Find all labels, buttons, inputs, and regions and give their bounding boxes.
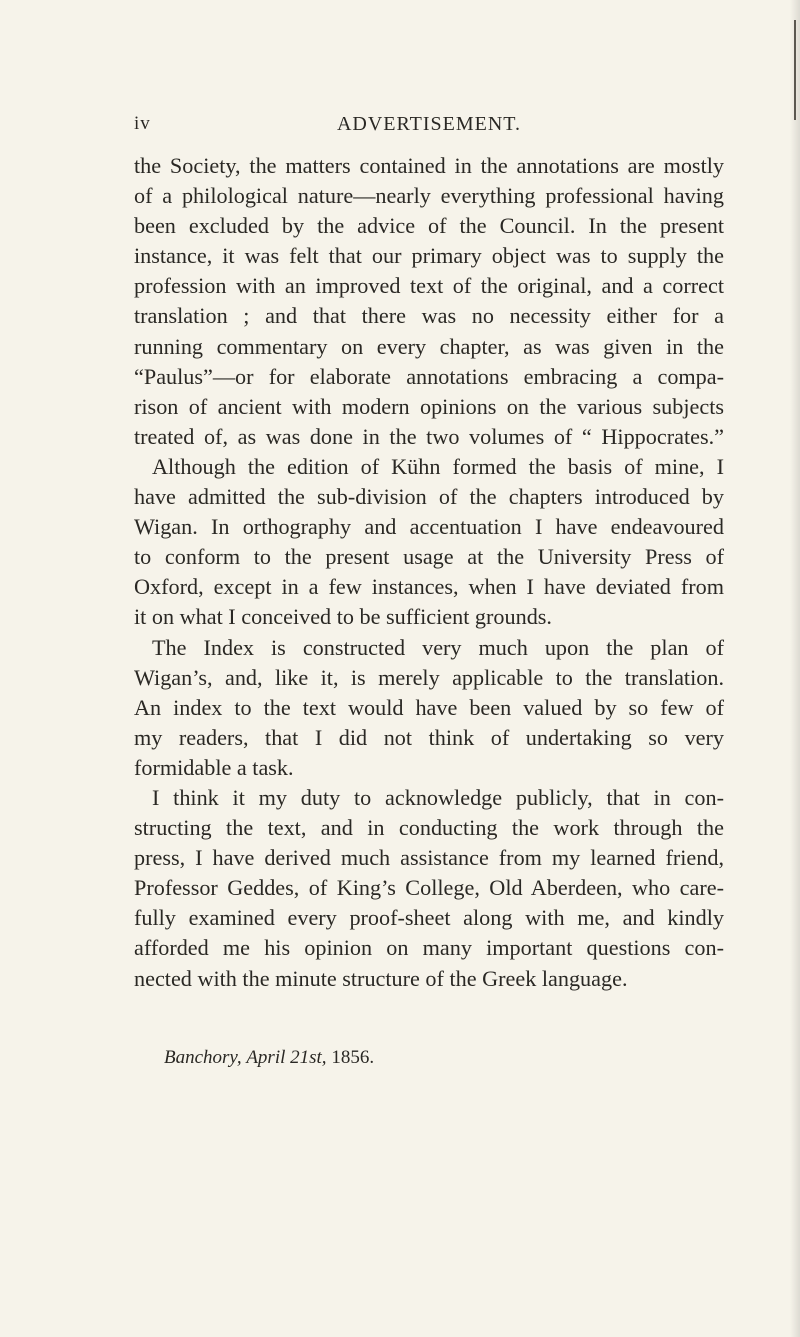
text-line: fully examined every proof-sheet along with me, and kindly (134, 905, 724, 931)
page-number: iv (134, 113, 151, 134)
text-line: structing the text, and in conducting the work through the (134, 815, 724, 841)
text-line: formidable a task. (134, 754, 294, 780)
running-head: ADVERTISEMENT. (336, 113, 522, 135)
text-line: Although the edition of Kühn formed the basis of mine, I (152, 453, 724, 479)
text-line: instance, it was felt that our primary object was to supply the (134, 243, 724, 269)
text-line: Professor Geddes, of King’s College, Old Aberdeen, who care- (134, 875, 724, 901)
text-line: Wigan’s, and, like it, is merely applicable to the translation. (134, 664, 724, 690)
signature-dateline (164, 1047, 374, 1069)
text-line: An index to the text would have been valued by so few of (134, 694, 724, 720)
text-line: I think it my duty to acknowledge publicly, that in con- (152, 784, 724, 810)
text-line: it on what I conceived to be sufficient grounds. (134, 604, 552, 630)
text-line: afforded me his opinion on many important questions con- (134, 935, 724, 961)
text-line: Wigan. In orthography and accentuation I have endeavoured (134, 514, 724, 540)
text-line: running commentary on every chapter, as was given in the (134, 333, 724, 359)
page-header (134, 113, 724, 139)
page-edge-line (794, 20, 796, 120)
text-line: press, I have derived much assistance from my learned friend, (134, 845, 724, 871)
text-line: The Index is constructed very much upon the plan of (152, 634, 724, 660)
text-line: Oxford, except in a few instances, when I have deviated from (134, 574, 724, 600)
text-line: been excluded by the advice of the Council. In the present (134, 213, 724, 239)
text-line: have admitted the sub-division of the chapters introduced by (134, 484, 724, 510)
text-line: nected with the minute structure of the Greek language. (134, 965, 628, 991)
text-line: profession with an improved text of the original, and a correct (134, 273, 724, 299)
signature-year: 1856. (331, 1047, 375, 1068)
text-line: treated of, as was done in the two volumes of “ Hippocrates.” (134, 423, 724, 449)
text-line: to conform to the present usage at the University Press of (134, 544, 724, 570)
signature-date: April 21st, (246, 1047, 327, 1068)
body-text (134, 151, 724, 994)
text-line: “Paulus”—or for elaborate annotations embracing a compa- (134, 363, 724, 389)
text-line: my readers, that I did not think of undertaking so very (134, 724, 724, 750)
signature-place: Banchory, (164, 1047, 242, 1068)
text-line: translation ; and that there was no necessity either for a (134, 303, 724, 329)
text-line: the Society, the matters contained in the annotations are mostly (134, 153, 724, 178)
text-line: of a philological nature—nearly everything professional having (134, 183, 724, 209)
page-edge-shadow (790, 0, 800, 1337)
text-line: rison of ancient with modern opinions on the various subjects (134, 393, 724, 419)
